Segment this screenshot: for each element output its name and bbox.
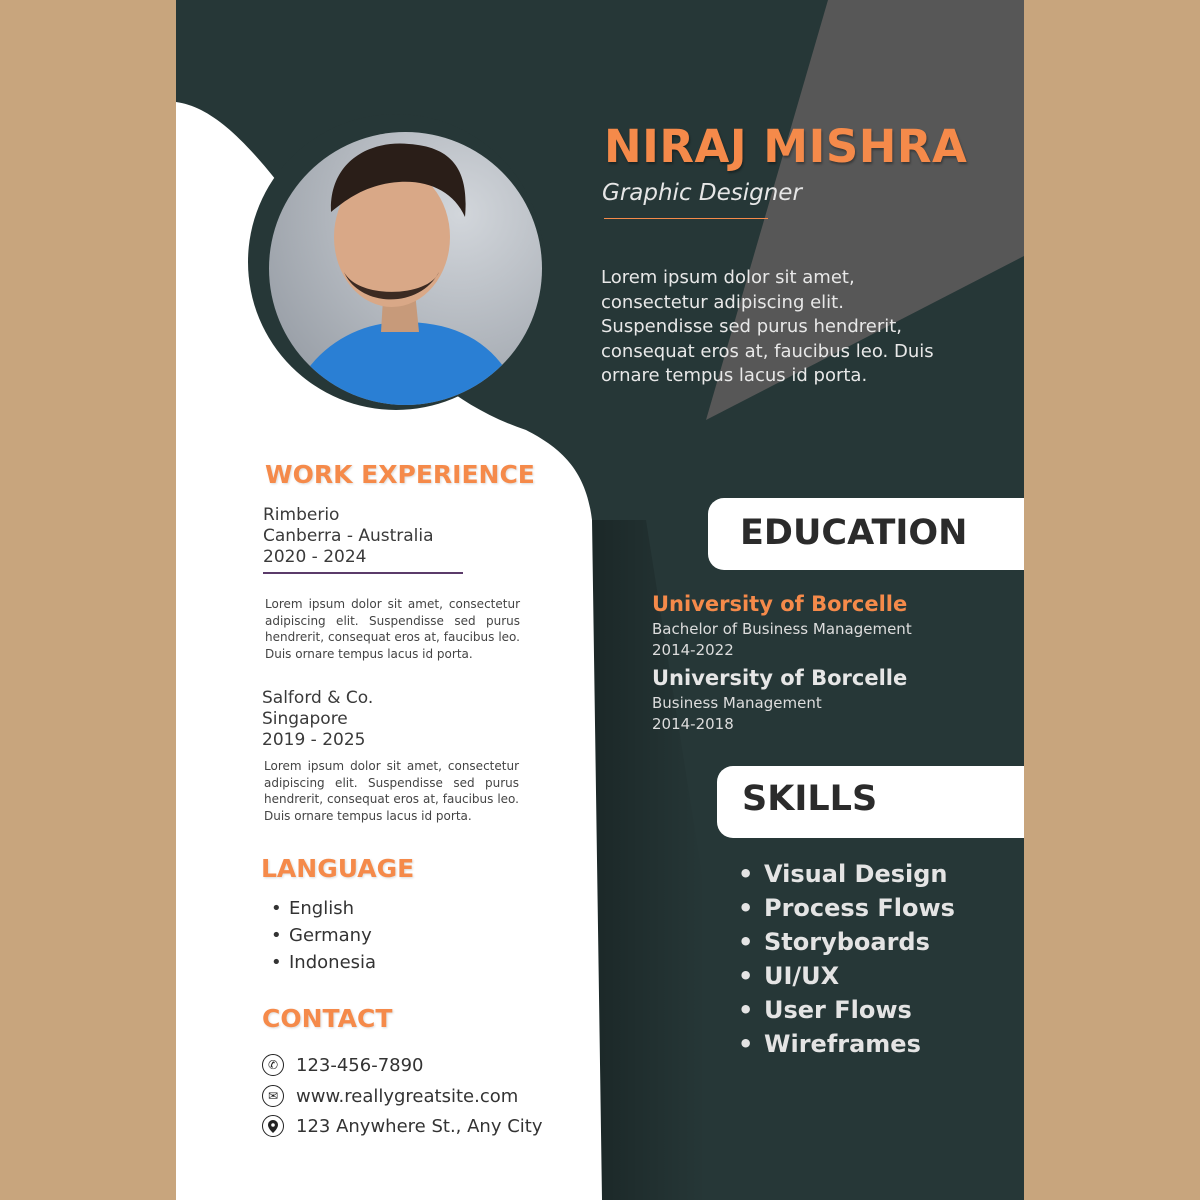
contact-website [262,1085,518,1107]
address-text: 123 Anywhere St., Any City [296,1115,543,1137]
contact-phone [262,1054,424,1076]
job-years: 2019 - 2025 [262,730,366,750]
envelope-icon: ✉ [262,1085,284,1107]
contact-heading: CONTACT [262,1004,393,1033]
phone-icon: ✆ [262,1054,284,1076]
job-company: Salford & Co. [262,688,374,708]
contact-address [262,1115,542,1137]
job-description: Lorem ipsum dolor sit amet, consectetur adipiscing elit. Suspendisse sed purus hendrerit, consequat eros at, faucibus leo. Duis ornare tempus lacus id porta. [264,759,519,823]
job-years: 2020 - 2024 [263,547,367,567]
job-2 [262,688,373,751]
list-item: • Storyboards [740,925,955,959]
education-degree: Business Management [652,694,822,712]
resume-sheet [176,0,1024,1200]
job-title: Graphic Designer [602,180,802,206]
education-years: 2014-2018 [652,715,734,733]
education-years: 2014-2022 [652,641,734,659]
phone-text: 123-456-7890 [296,1054,424,1076]
job-divider [263,572,463,574]
list-item: • Visual Design [740,857,955,891]
about-text: Lorem ipsum dolor sit amet, consectetur adipiscing elit. Suspendisse sed purus hendrerit, consequat eros at, faucibus leo. Duis ornare tempus lacus id porta. [601,267,934,386]
profile-photo [269,132,542,405]
job-location: Singapore [262,709,348,729]
job-description: Lorem ipsum dolor sit amet, consectetur adipiscing elit. Suspendisse sed purus hendrerit, consequat eros at, faucibus leo. Duis ornare tempus lacus id porta. [265,597,520,661]
list-item: • English [275,895,376,922]
education-heading: EDUCATION [740,513,968,553]
list-item: • UI/UX [740,959,955,993]
website-text: www.reallygreatsite.com [296,1085,519,1107]
work-experience-heading: WORK EXPERIENCE [265,460,535,489]
education-school: University of Borcelle [652,666,908,690]
map-pin-icon [262,1115,284,1137]
list-item: • Process Flows [740,891,955,925]
job-location: Canberra - Australia [263,526,434,546]
job-company: Rimberio [263,505,340,525]
list-item: • Indonesia [275,949,376,976]
job-1 [263,505,434,568]
education-school: University of Borcelle [652,592,908,616]
list-item: • User Flows [740,993,955,1027]
language-heading: LANGUAGE [261,854,415,883]
title-underline [604,218,768,219]
skills-heading: SKILLS [742,779,878,819]
candidate-name: NIRAJ MISHRA [604,120,968,173]
education-degree: Bachelor of Business Management [652,620,912,638]
list-item: • Germany [275,922,376,949]
skills-list [740,857,955,1061]
language-list [275,895,376,976]
list-item: • Wireframes [740,1027,955,1061]
